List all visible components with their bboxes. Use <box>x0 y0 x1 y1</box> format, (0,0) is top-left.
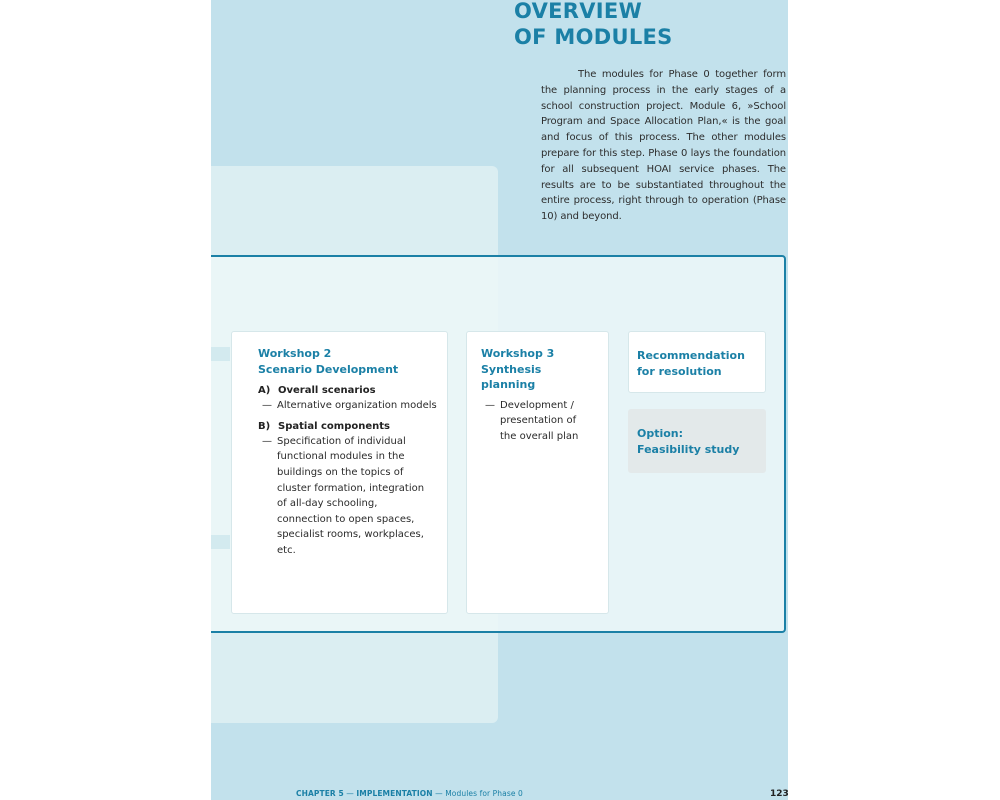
dash-item <box>262 398 437 414</box>
dash-item <box>262 434 437 559</box>
workshop-2-title <box>258 346 437 377</box>
recommendation-title-line-2: for resolution <box>637 364 722 378</box>
option-card <box>628 409 766 473</box>
option-title <box>637 426 757 457</box>
section-heading-text: Overall scenarios <box>278 385 376 397</box>
workshop-3-card <box>466 331 609 614</box>
section-heading <box>258 419 437 434</box>
footer-separator: — <box>432 789 446 798</box>
workshop-2-title-line-2: Scenario Development <box>258 362 399 376</box>
dash-item-text: Development / presentation of the overall plan <box>500 399 579 442</box>
page-title <box>514 0 673 50</box>
dash-item-text: Specification of individual functional modules in the buildings on the topics of cluster formation, integration of all-day schooling, connection to open spaces, specialist rooms, workplaces, etc. <box>277 435 425 556</box>
dash-item-text: Alternative organization models <box>277 400 437 412</box>
dash-marker: — <box>485 399 495 411</box>
workshop-2-title-line-1: Workshop 2 <box>258 347 332 360</box>
footer-chapter: CHAPTER 5 <box>296 789 344 798</box>
dash-marker: — <box>262 400 272 412</box>
workshop-3-title-line-2: Synthesis planning <box>481 362 542 392</box>
option-title-line-2: Feasibility study <box>637 442 740 456</box>
document-page <box>211 0 788 800</box>
dash-item <box>485 398 598 445</box>
recommendation-card <box>628 331 766 393</box>
band-stripe <box>211 347 230 361</box>
recommendation-title <box>637 348 757 379</box>
workshop-3-title-line-1: Workshop 3 <box>481 347 555 360</box>
section-heading-text: Spatial components <box>278 420 390 432</box>
title-line-2: OF MODULES <box>514 25 673 49</box>
page-footer <box>296 789 523 798</box>
recommendation-title-line-1: Recommendation <box>637 349 745 362</box>
dash-marker: — <box>262 435 272 447</box>
section-letter: A) <box>258 385 271 397</box>
section-heading <box>258 383 437 398</box>
section-letter: B) <box>258 420 271 432</box>
workshop-band <box>211 255 786 633</box>
title-line-1: OVERVIEW <box>514 0 643 23</box>
footer-section: IMPLEMENTATION <box>356 789 433 798</box>
intro-paragraph: The modules for Phase 0 together form the planning process in the early stages of a school construction project. Module 6, »School Program and Space Allocation Plan,« is the goal and focus of this process. The other modules prepare for this step. Phase 0 lays the foundation for all subsequent HOAI service phases. The results are to be substantiated throughout the entire process, right through to operation (Phase 10) and beyond. <box>541 69 786 223</box>
footer-separator: — <box>343 789 357 798</box>
footer-subsection: Modules for Phase 0 <box>445 789 523 798</box>
workshop-2-card <box>231 331 448 614</box>
page-number: 123 <box>770 789 789 799</box>
band-stripe <box>211 535 230 549</box>
workshop-3-title <box>481 346 598 393</box>
option-title-line-1: Option: <box>637 427 684 440</box>
